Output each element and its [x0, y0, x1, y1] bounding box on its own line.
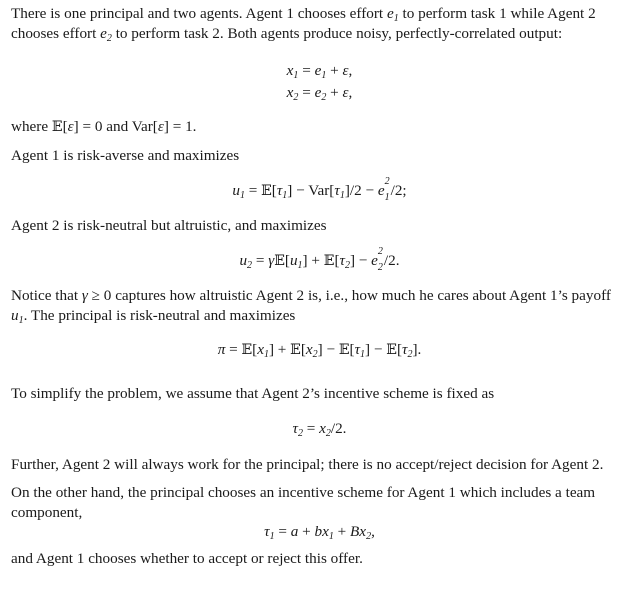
- inline-math-u1: $u_1$: [11, 307, 24, 326]
- equation-tau1: $\tau_1 = a + bx_1 + Bx_2$,: [264, 523, 375, 542]
- inline-math-e2: $e_2$: [100, 25, 112, 44]
- assumption-text-2: = 0 and: [78, 118, 132, 135]
- inline-math-e1: $e_1$: [386, 5, 399, 24]
- intro-text-1: There is one principal and two agents. Agent 1 chooses effort: [11, 5, 387, 22]
- inline-math-expectation: 𝔼[ε]: [51, 118, 79, 135]
- equation-u2: $u_2$ = $\gamma 𝔼[u_1]$ + $𝔼[\tau_2] - e$ 2 2 /2.: [239, 246, 400, 273]
- intro-text-2: to perform task 1 while Agent 2 chooses effort: [11, 5, 596, 42]
- assumption-paragraph: [11, 117, 625, 137]
- altruism-text-3: . The principal is risk-neutral and maximizes: [23, 307, 296, 324]
- altruism-text-1: Notice that: [11, 287, 82, 304]
- intro-text-3: to perform task 2. Both agents produce noisy, perfectly-correlated output:: [111, 25, 563, 42]
- equation-x2: $x_2 = e_2 + \varepsilon$,: [286, 84, 353, 103]
- intro-paragraph: [11, 4, 625, 44]
- altruism-paragraph: [11, 286, 625, 326]
- agent2-paragraph: Agent 2 is risk-neutral but altruistic, and maximizes: [11, 217, 327, 234]
- inline-math-variance: Var[ε]: [131, 118, 169, 135]
- altruism-text-2: captures how altruistic Agent 2 is, i.e., how much he cares about Agent 1’s payoff: [111, 287, 611, 304]
- agent1-paragraph: Agent 1 is risk-averse and maximizes: [11, 147, 240, 164]
- agent2-fixed-paragraph: Further, Agent 2 will always work for the principal; there is no accept/reject decision for Agent 2.: [11, 456, 604, 473]
- simplify-paragraph: To simplify the problem, we assume that Agent 2’s incentive scheme is fixed as: [11, 385, 495, 402]
- accept-reject-paragraph: and Agent 1 chooses whether to accept or reject this offer.: [11, 550, 363, 567]
- assumption-text-3: = 1.: [168, 118, 197, 135]
- equation-pi: $\pi = 𝔼[x_1]$ + $𝔼[x_2]$ − $𝔼[\tau_1]$ − $𝔼[\tau_2]$.: [217, 341, 422, 360]
- assumption-text-1: where: [11, 118, 52, 135]
- equation-x1: $x_1 = e_1 + \varepsilon$,: [286, 62, 353, 81]
- principal-scheme-paragraph: On the other hand, the principal chooses an incentive scheme for Agent 1 which includes a team component,: [11, 484, 596, 521]
- equation-tau2: $\tau_2 = x_2/2$.: [292, 420, 347, 439]
- inline-math-gamma: γ ≥ 0: [81, 287, 112, 304]
- equation-u1: $u_1$ = $𝔼[\tau_1] - Var[\tau_1]/2 - e$ 2 1 /2;: [232, 176, 407, 203]
